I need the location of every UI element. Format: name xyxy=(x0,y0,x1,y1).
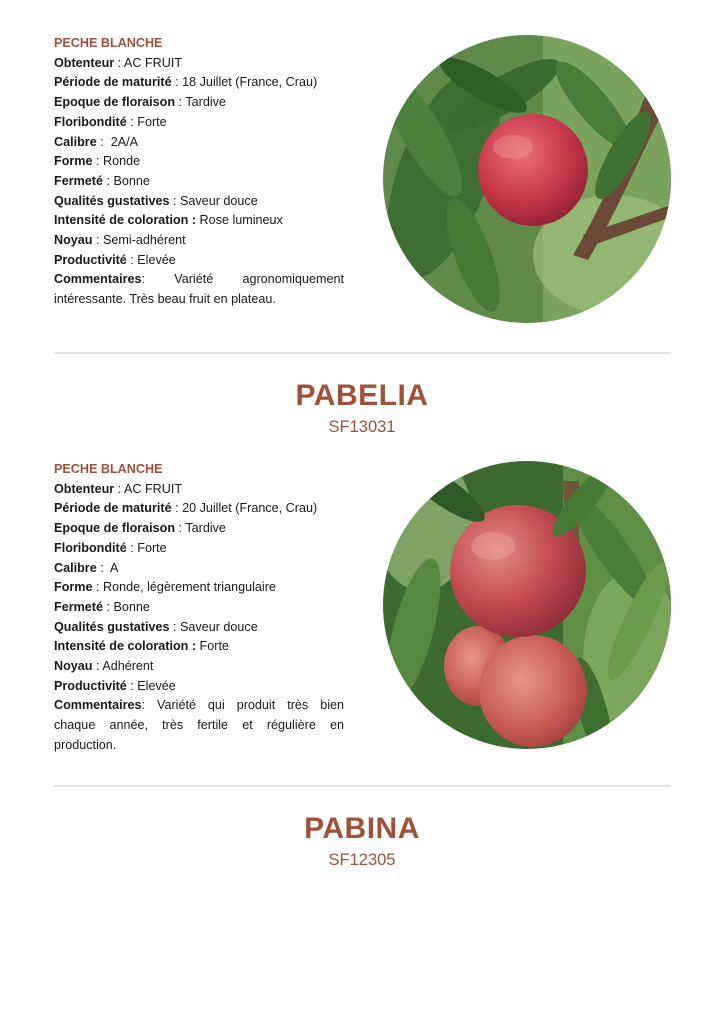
spec-label: Obtenteur xyxy=(54,55,115,70)
spec-label: Qualités gustatives xyxy=(54,619,170,634)
spec-value: Ronde xyxy=(103,154,141,169)
comment-label: Commentaires xyxy=(54,272,142,287)
variety-code-pabelia: SF13031 xyxy=(328,418,396,436)
spec-value: Bonne xyxy=(113,599,150,614)
spec-row xyxy=(54,251,344,271)
variety-1-details xyxy=(54,34,344,310)
spec-separator: : xyxy=(126,114,138,129)
variety-code-pabina: SF12305 xyxy=(328,851,396,869)
spec-separator: : xyxy=(126,540,138,555)
spec-value: Bonne xyxy=(113,173,150,188)
spec-row xyxy=(54,133,344,153)
spec-row xyxy=(54,539,344,559)
comment xyxy=(54,696,344,755)
spec-separator: : xyxy=(92,233,103,248)
spec-separator: : xyxy=(92,580,103,595)
comment-text: : Variété qui produit très bien chaque année, très fertile et régulière en production. xyxy=(54,698,344,752)
spec-separator: : xyxy=(126,678,138,693)
spec-row xyxy=(54,211,344,231)
spec-row xyxy=(54,93,344,113)
spec-value: Forte xyxy=(137,540,167,555)
spec-separator: : xyxy=(175,95,186,110)
spec-value: Semi-adhérent xyxy=(103,233,186,248)
variety-name-pabelia: PABELIA xyxy=(295,379,429,412)
spec-label: Intensité de coloration : xyxy=(54,213,197,228)
spec-label: Forme xyxy=(54,154,93,169)
spec-value: Rose lumineux xyxy=(199,213,283,228)
spec-label: Calibre xyxy=(54,560,97,575)
peach-tree-image xyxy=(383,35,671,323)
spec-separator: : xyxy=(92,154,103,169)
spec-value: 2A/A xyxy=(110,134,139,149)
rows-1 xyxy=(54,54,344,271)
spec-value: Ronde, légèrement triangulaire xyxy=(103,580,276,595)
spec-label: Epoque de floraison xyxy=(54,95,176,110)
spec-separator: : xyxy=(103,599,114,614)
spec-label: Fermeté xyxy=(54,599,103,614)
spec-row xyxy=(54,172,344,192)
spec-label: Obtenteur xyxy=(54,481,115,496)
spec-separator: : xyxy=(114,481,124,496)
spec-value: AC FRUIT xyxy=(123,55,183,70)
spec-row xyxy=(54,578,344,598)
spec-row xyxy=(54,598,344,618)
spec-separator: : xyxy=(171,501,183,516)
spec-value: Tardive xyxy=(185,95,226,110)
spec-row xyxy=(54,73,344,93)
spec-separator: : xyxy=(171,75,183,90)
spec-row xyxy=(54,499,344,519)
spec-row xyxy=(54,480,344,500)
spec-value: Forte xyxy=(137,114,167,129)
spec-label: Floribondité xyxy=(54,540,127,555)
spec-label: Productivité xyxy=(54,252,127,267)
spec-label: Floribondité xyxy=(54,114,127,129)
spec-label: Epoque de floraison xyxy=(54,521,176,536)
spec-row xyxy=(54,231,344,251)
peach-cluster-image xyxy=(383,461,671,749)
peach-photo-2 xyxy=(383,461,671,749)
spec-value: Tardive xyxy=(185,521,226,536)
spec-separator: : xyxy=(96,560,111,575)
spec-label: Noyau xyxy=(54,659,93,674)
spec-value: A xyxy=(110,560,119,575)
spec-row xyxy=(54,618,344,638)
spec-separator: : xyxy=(126,252,138,267)
spec-row xyxy=(54,637,344,657)
spec-label: Qualités gustatives xyxy=(54,193,170,208)
spec-label: Période de maturité xyxy=(54,501,172,516)
fruit-type: PECHE BLANCHE xyxy=(54,36,163,50)
spec-separator: : xyxy=(103,173,114,188)
spec-separator: : xyxy=(175,521,186,536)
spec-label: Calibre xyxy=(54,134,97,149)
spec-separator: : xyxy=(169,193,180,208)
spec-separator: : xyxy=(114,55,124,70)
peach-photo-1 xyxy=(383,35,671,323)
spec-row xyxy=(54,677,344,697)
spec-label: Période de maturité xyxy=(54,75,172,90)
spec-separator: : xyxy=(169,619,180,634)
spec-value: Elevée xyxy=(137,678,176,693)
variety-name-pabina: PABINA xyxy=(304,812,420,845)
spec-value: 20 Juillet (France, Crau) xyxy=(182,501,318,516)
spec-value: 18 Juillet (France, Crau) xyxy=(182,75,318,90)
comment-label: Commentaires xyxy=(54,698,142,713)
spec-row xyxy=(54,54,344,74)
spec-label: Noyau xyxy=(54,233,93,248)
comment xyxy=(54,270,344,309)
spec-value: Saveur douce xyxy=(179,619,258,634)
section-divider-2 xyxy=(54,785,671,787)
spec-label: Forme xyxy=(54,580,93,595)
spec-row xyxy=(54,192,344,212)
spec-row xyxy=(54,152,344,172)
section-divider-1 xyxy=(54,352,671,354)
spec-row xyxy=(54,113,344,133)
spec-value: Elevée xyxy=(137,252,176,267)
spec-row xyxy=(54,657,344,677)
spec-label: Productivité xyxy=(54,678,127,693)
spec-separator: : xyxy=(96,134,111,149)
spec-value: Forte xyxy=(199,639,229,654)
spec-row xyxy=(54,559,344,579)
comment-text: : Variété agronomiquement intéressante. Très beau fruit en plateau. xyxy=(54,272,344,307)
fruit-type: PECHE BLANCHE xyxy=(54,462,163,476)
variety-2-details xyxy=(54,460,344,756)
spec-separator: : xyxy=(92,659,103,674)
spec-label: Intensité de coloration : xyxy=(54,639,197,654)
spec-row xyxy=(54,519,344,539)
rows-2 xyxy=(54,480,344,697)
spec-label: Fermeté xyxy=(54,173,103,188)
spec-value: AC FRUIT xyxy=(123,481,183,496)
spec-value: Saveur douce xyxy=(179,193,258,208)
spec-value: Adhérent xyxy=(102,659,154,674)
